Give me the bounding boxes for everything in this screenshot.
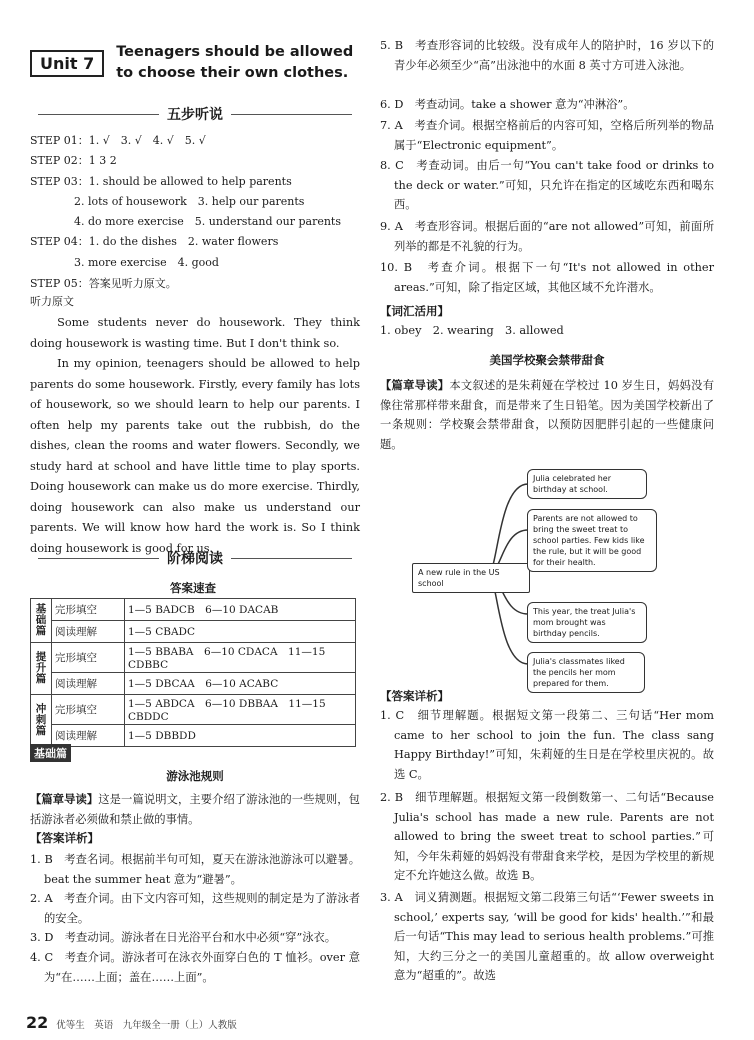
step-line: STEP 03：1. should be allowed to help parents [30, 175, 292, 188]
answer-values: 1—5 BBABA 6—10 CDACA 11—15 CDBBC [125, 643, 356, 673]
answer-kind: 完形填空 [52, 643, 125, 673]
footer-text: 优等生 英语 九年级全一册（上）人教版 [56, 1020, 237, 1031]
step-line: 4. do more exercise 5. understand our parents [30, 215, 341, 228]
article2-title: 美国学校聚会禁带甜食 [489, 353, 605, 367]
answer-values: 1—5 DBBDD [125, 725, 356, 747]
answer-values: 1—5 DBCAA 6—10 ACABC [125, 673, 356, 695]
step-line: STEP 02：1 3 2 [30, 154, 117, 167]
answer-item: 5. B 考查形容词的比较级。没有成年人的陪护时，16 岁以下的青少年必须至少“高”出泳池中的水面 8 英寸方可进入泳池。 [380, 39, 714, 72]
answer-item: 2. B 细节理解题。根据短文第一段倒数第一、二句话“Because Julia's school has made a new rule. Parents are not allowed to bring the sweet treat to school parties.”可知，今年朱莉娅的妈妈没有带甜食来学校，是因为学校里的新规定不允许她这么做。故选 B。 [380, 791, 714, 882]
step-line: STEP 05：答案见听力原文。 [30, 277, 177, 290]
answer-kind: 阅读理解 [52, 621, 125, 643]
mindmap-node-1: Julia celebrated her birthday at school. [527, 469, 647, 499]
answer-item: 2. A 考查介词。由下文内容可知，这些规则的制定是为了游泳者的安全。 [30, 892, 360, 925]
answer-item: 1. C 细节理解题。根据短文第一段第二、三句话“Her mom came to her school to join the fun. The class sang Happy Birthday!”可知，朱莉娅的生日是在学校里庆祝的。故选 C。 [380, 709, 714, 781]
vocab-label: 【词汇活用】 [380, 304, 449, 318]
unit-title: Teenagers should be allowed to choose their own clothes. [116, 44, 354, 81]
page-number: 22 [26, 1013, 49, 1032]
answer-row [31, 673, 356, 695]
step-line: 3. more exercise 4. good [30, 256, 219, 269]
article2-analysis-label: 【答案详析】 [380, 689, 449, 703]
basic-badge: 基础篇 [30, 744, 71, 762]
mindmap-center: A new rule in the US school [412, 563, 530, 593]
answer-item: 3. A 词义猜测题。根据短文第二段第三句话“‘Fewer sweets in school,’ experts say, ‘will be good for kids' health.’”和最后一句话“This may lead to serious health problems.”可推知，大约三分之一的美国儿童超重的。故 allow overweight 意为“超重的”。故选 [380, 891, 714, 982]
unit-header [30, 42, 366, 84]
answer-item: 9. A 考查形容词。根据后面的“are not allowed”可知，前面所列举的都是不礼貌的行为。 [380, 220, 714, 253]
mindmap-node-2: Parents are not allowed to bring the sweet treat to school parties. Few kids like the rule, but it will be good for their health. [527, 509, 657, 572]
answer-item: 10. B 考查介词。根据下一句“It's not allowed in other areas.”可知，除了指定区域，其他区域不允许潜水。 [380, 261, 714, 294]
swim-rules-title: 游泳池规则 [166, 769, 224, 783]
answer-category: 提升篇 [31, 643, 52, 695]
answer-item: 8. C 考查动词。由后一句“You can't take food or drinks to the deck or water.”可知，只允许在指定的区域吃东西和喝东西。 [380, 159, 714, 211]
answer-kind: 阅读理解 [52, 673, 125, 695]
ladder-heading: 阶梯阅读 [30, 548, 360, 568]
answer-row [31, 725, 356, 747]
answer-quick-title: 答案速查 [170, 581, 216, 595]
mindmap-node-3: This year, the treat Julia's mom brought was birthday pencils. [527, 602, 647, 643]
answer-row [31, 643, 356, 673]
unit-tag: Unit 7 [30, 50, 104, 77]
step-line: 2. lots of housework 3. help our parents [30, 195, 305, 208]
answer-item: 6. D 考查动词。take a shower 意为“冲淋浴”。 [380, 98, 635, 111]
answer-row [31, 695, 356, 725]
answer-item: 3. D 考查动词。游泳者在日光浴平台和水中必须“穿”泳衣。 [30, 931, 337, 944]
answer-item: 1. B 考查名词。根据前半句可知，夏天在游泳池游泳可以避暑。beat the summer heat 意为“避暑”。 [30, 853, 360, 886]
transcript-label: 听力原文 [30, 295, 74, 308]
transcript-para-1: Some students never do housework. They think doing housework is wasting time. But I don't think so. [30, 316, 360, 350]
transcript-para-2: In my opinion, teenagers should be allowed to help parents do some housework. Firstly, every family has lots of housework, so we should learn to help our parents. I often help my parents take out the rubbish, do the dishes, clean the rooms and water flowers. Secondly, we study hard at school and have little time to play sports. Doing housework can make us do more exercise. Thirdly, doing housework can also make us understand our parents. We will know how hard the work is. So I think doing housework is good for us. [30, 357, 360, 555]
basic-guide: 【篇章导读】这是一篇说明文，主要介绍了游泳池的一些规则，包括游泳者必须做和禁止做的事情。 [30, 792, 360, 826]
page-footer [26, 1013, 237, 1032]
answer-values: 1—5 BADCB 6—10 DACAB [125, 599, 356, 621]
answer-values: 1—5 CBADC [125, 621, 356, 643]
step-line: STEP 04：1. do the dishes 2. water flowers [30, 235, 279, 248]
basic-analysis-label: 【答案详析】 [30, 831, 99, 845]
answer-category: 基础篇 [31, 599, 52, 643]
article2-guide: 【篇章导读】本文叙述的是朱莉娅在学校过 10 岁生日，妈妈没有像往常那样带来甜食，而是带来了生日铅笔。因为美国学校新出了一条规则：学校聚会禁带甜食，以预防因肥胖引起的一些健康问题。 [380, 378, 714, 451]
answer-values: 1—5 ABDCA 6—10 DBBAA 11—15 CBDDC [125, 695, 356, 725]
answer-item: 7. A 考查介词。根据空格前后的内容可知，空格后所列举的物品属于“Electronic equipment”。 [380, 119, 714, 152]
answer-table [30, 598, 356, 747]
answer-row [31, 599, 356, 621]
answer-item: 4. C 考查介词。游泳者可在泳衣外面穿白色的 T 恤衫。over 意为“在……上面；盖在……上面”。 [30, 951, 360, 984]
step-line: STEP 01：1. √ 3. √ 4. √ 5. √ [30, 134, 206, 147]
answer-category: 冲刺篇 [31, 695, 52, 747]
answer-kind: 阅读理解 [52, 725, 125, 747]
five-step-heading: 五步听说 [30, 104, 360, 124]
vocab-answers: 1. obey 2. wearing 3. allowed [380, 324, 564, 337]
mindmap-node-4: Julia's classmates liked the pencils her mom prepared for them. [527, 652, 645, 693]
answer-kind: 完形填空 [52, 599, 125, 621]
answer-kind: 完形填空 [52, 695, 125, 725]
answer-row [31, 621, 356, 643]
